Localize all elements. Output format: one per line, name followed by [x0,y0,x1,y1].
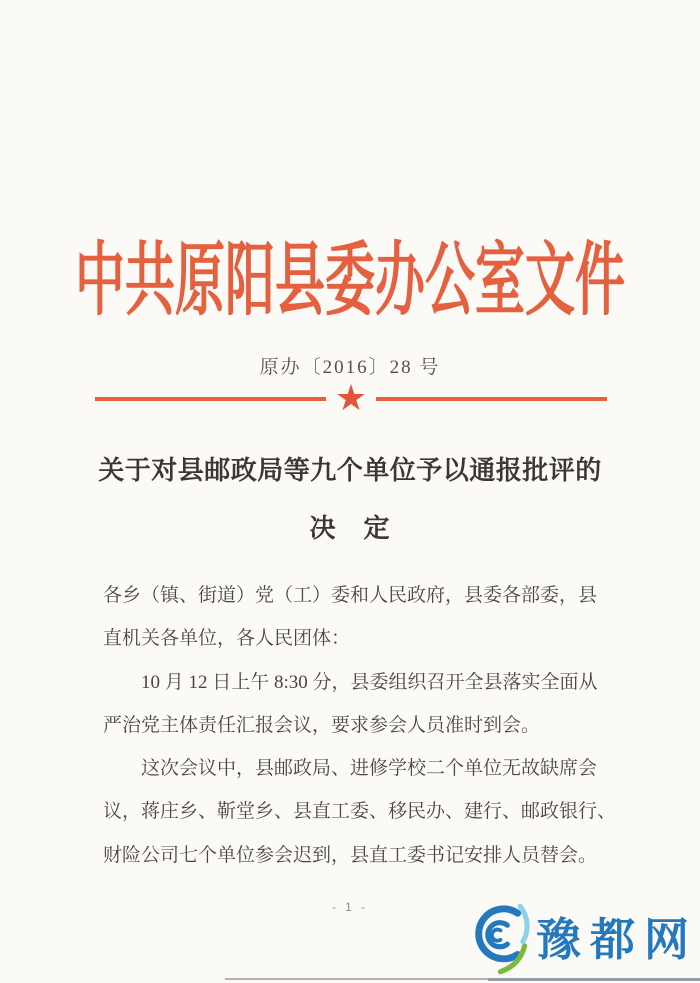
body-line: 10 月 12 日上午 8:30 分，县委组织召开全县落实全面从 [103,671,598,693]
body-line: 这次会议中，县邮政局、进修学校二个单位无故缺席会 [103,758,598,780]
document-title-line1: 关于对县邮政局等九个单位予以通报批评的 [98,456,602,485]
red-rule-left-bar [95,397,326,401]
letterhead-org-title: 中共原阳县委办公室文件 [75,235,625,326]
document-number: 原办〔2016〕28 号 [259,357,441,378]
document-body [103,574,618,877]
watermark-site-name: 豫都网 [535,913,698,965]
body-line: 严治党主体责任汇报会议，要求参会人员准时到会。 [103,714,541,736]
document-title-line2: 决 定 [309,514,391,543]
body-line: 各乡（镇、街道）党（工）委和人民政府，县委各部委，县 [103,585,598,606]
body-line: 议，蒋庄乡、靳堂乡、县直工委、移民办、建行、邮政银行、 [103,801,617,823]
red-star-icon: ★ [334,378,368,418]
scan-edge-shadow [225,978,488,980]
page-number: - 1 - [331,900,369,914]
body-line: 财险公司七个单位参会迟到，县直工委书记安排人员替会。 [103,844,598,866]
yudu-spiral-logo-icon [460,901,534,977]
red-rule-right-bar [376,397,607,401]
body-line: 直机关各单位，各人民团体： [103,628,351,650]
yudu-watermark [460,901,698,977]
document-title [0,450,700,545]
letterhead [0,229,700,326]
scan-edge-shadow-right [488,978,700,981]
red-divider-rule [95,378,607,418]
